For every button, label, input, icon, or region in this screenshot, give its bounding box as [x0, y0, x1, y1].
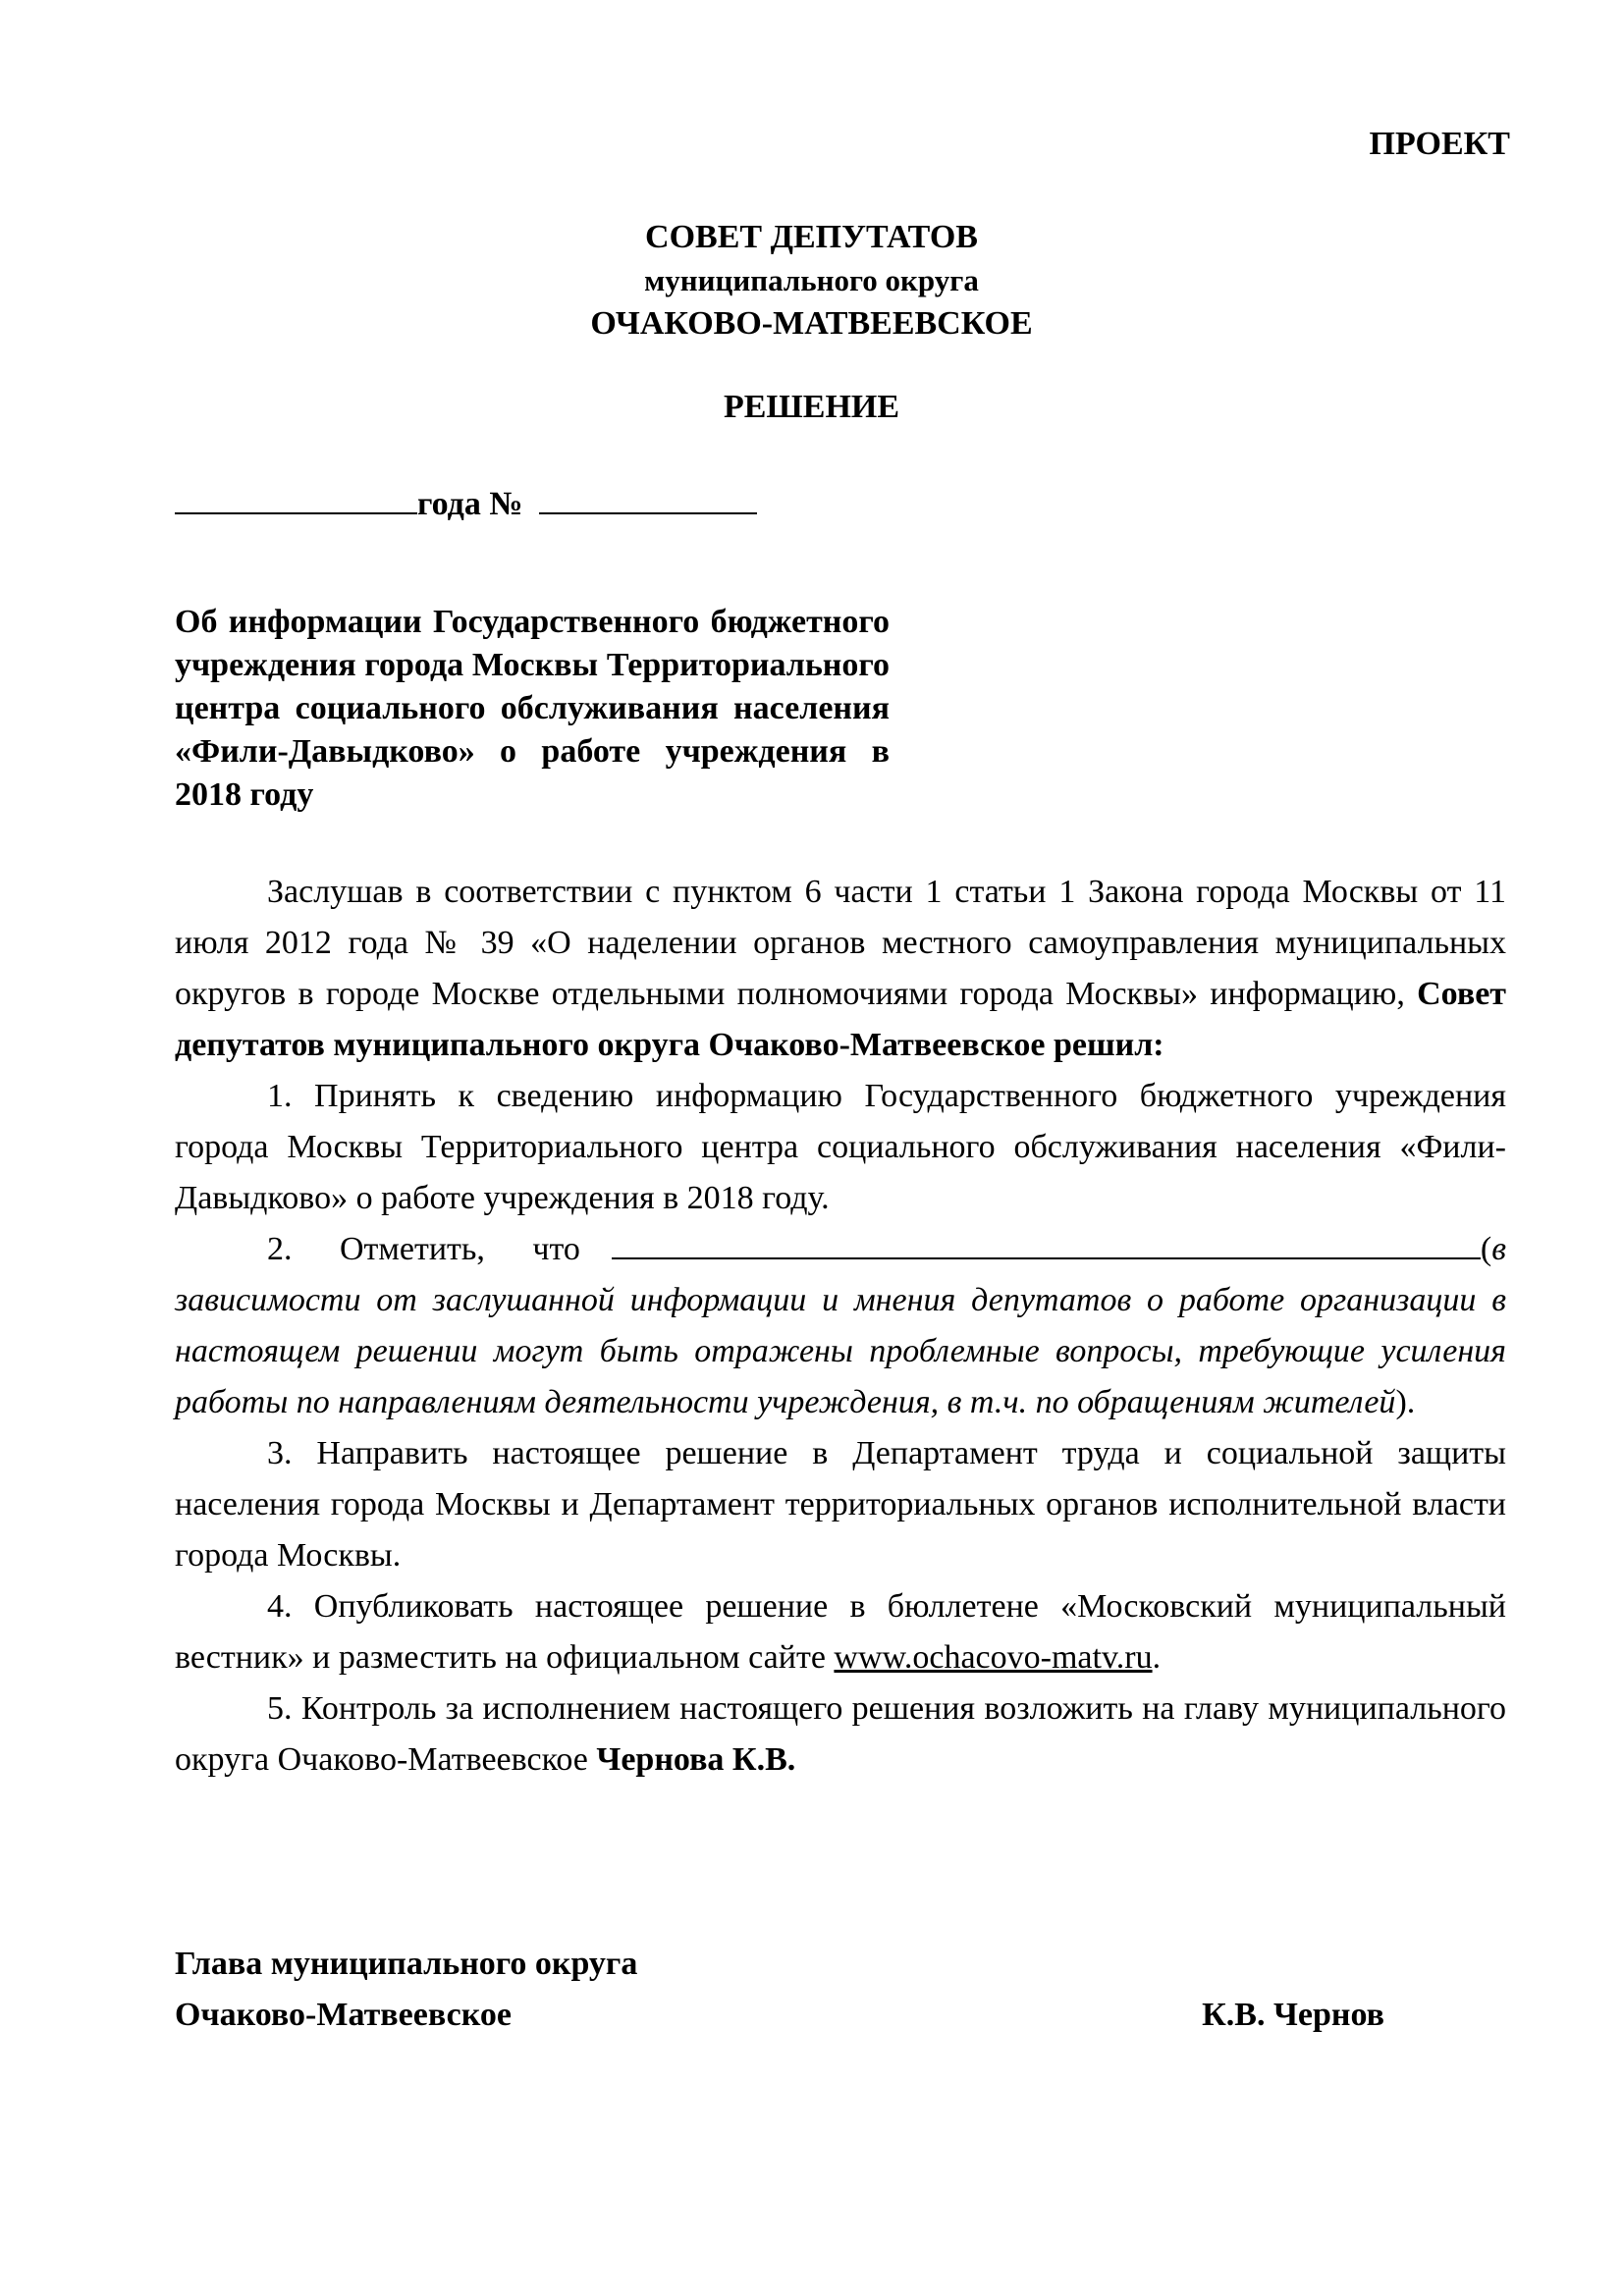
- header-district-name: ОЧАКОВО-МАТВЕЕВСКОЕ: [590, 305, 1033, 342]
- issuer-header: [0, 216, 1623, 346]
- item-2: [175, 1224, 1506, 1428]
- number-blank: [539, 481, 757, 514]
- signature-title-line2: Очаково-Матвеевское: [175, 1997, 512, 2033]
- decision-body: [175, 867, 1506, 1786]
- preamble-resolved: Совет депутатов муниципального округа Очаково-Матвеевское решил:: [175, 976, 1506, 1063]
- preamble-text: Заслушав в соответствии с пунктом 6 части 1 статьи 1 Закона города Москвы от 11 июля 2012 года № 39 «О наделении органов местного самоуправления муниципальных округов в городе Москве отдельными полномочиями города Москвы» информацию,: [175, 874, 1506, 1012]
- item-3: 3. Направить настоящее решение в Департамент труда и социальной защиты населения города Москвы и Департамент территориальных органов исполнительной власти города Москвы.: [175, 1435, 1506, 1574]
- item-5-person: Чернова К.В.: [596, 1741, 796, 1778]
- signature-block: [175, 1939, 1384, 2041]
- header-council: СОВЕТ ДЕПУТАТОВ: [645, 219, 978, 255]
- item-2-open: (: [1480, 1231, 1492, 1267]
- header-district-word: муниципального округа: [644, 263, 979, 297]
- item-5: [175, 1683, 1506, 1786]
- website-link[interactable]: www.ochacovo-matv.ru: [834, 1639, 1153, 1676]
- item-2-note: в зависимости от заслушанной информации и мнения депутатов о работе организации в настоящем решении могут быть отражены проблемные вопросы, требующие усиления работы по направлениям деятельности учреждения, в т.ч. по обращениям жителей: [175, 1231, 1506, 1420]
- item-4-text: 4. Опубликовать настоящее решение в бюллетене «Московский муниципальный вестник» и разместить на официальном сайте: [175, 1588, 1506, 1676]
- signatory-name: К.В. Чернов: [1202, 1997, 1384, 2033]
- item-1: 1. Принять к сведению информацию Государственного бюджетного учреждения города Москвы Территориального центра социального обслуживания населения «Фили-Давыдково» о работе учреждения в 2018 году.: [175, 1078, 1506, 1216]
- date-blank: [175, 481, 417, 514]
- item-4-end: .: [1152, 1639, 1162, 1676]
- decision-subject: Об информации Государственного бюджетного учреждения города Москвы Территориального центра социального обслуживания населения «Фили-Давыдково» о работе учреждения в 2018 году: [175, 604, 890, 813]
- date-number-line: [175, 481, 757, 523]
- draft-label: ПРОЕКТ: [1369, 126, 1510, 162]
- item-2-lead: 2. Отметить, что: [267, 1231, 580, 1267]
- item-2-close: ).: [1395, 1384, 1416, 1420]
- signature-title-line1: Глава муниципального округа: [175, 1946, 638, 1982]
- year-number-label: года №: [417, 486, 523, 522]
- preamble: [175, 867, 1506, 1071]
- signature-row: [175, 1990, 1384, 2041]
- item-5-text: 5. Контроль за исполнением настоящего решения возложить на главу муниципального округа Очаково-Матвеевское: [175, 1690, 1506, 1778]
- item-2-blank: [612, 1228, 1481, 1259]
- decision-title: РЕШЕНИЕ: [723, 389, 900, 425]
- item-4: [175, 1581, 1506, 1683]
